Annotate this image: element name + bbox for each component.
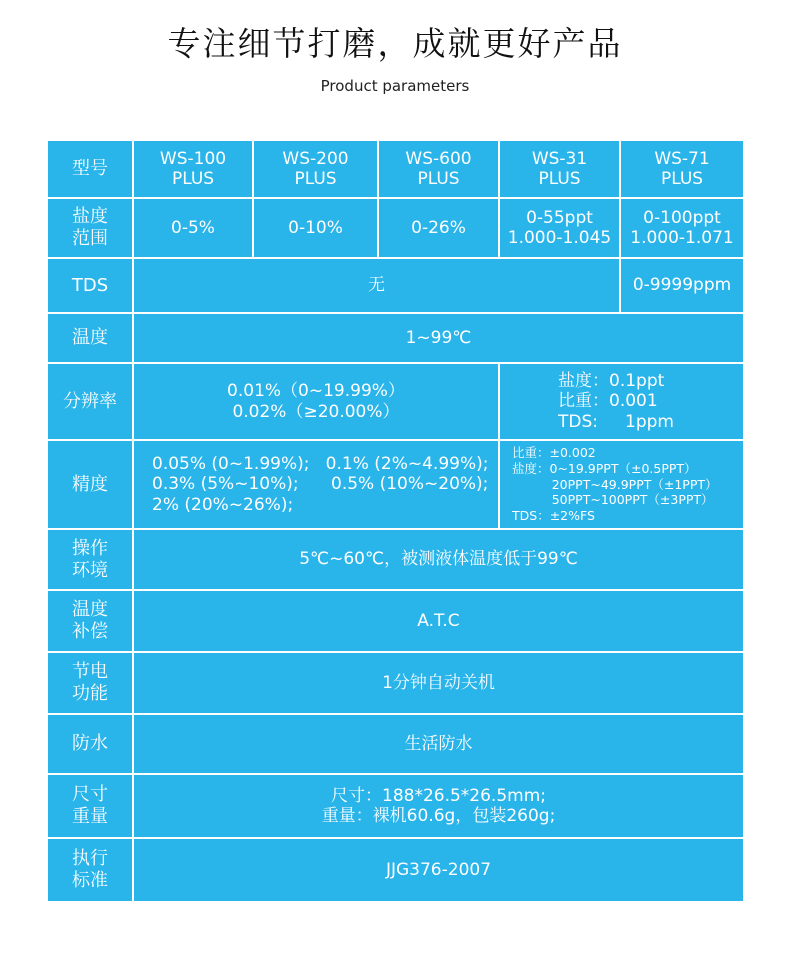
label-tds: TDS <box>47 258 133 313</box>
cell-resolution-salinity: 0.01%（0~19.99%） 0.02%（≥20.00%） <box>133 363 499 440</box>
row-waterproof <box>47 714 744 774</box>
row-accuracy <box>47 440 744 529</box>
cell-tds-ws71: 0-9999ppm <box>620 258 744 313</box>
row-resolution <box>47 363 744 440</box>
page-title: 专注细节打磨，成就更好产品 <box>167 24 623 63</box>
spec-table <box>46 139 745 903</box>
row-standard <box>47 838 744 902</box>
row-power-saving <box>47 652 744 714</box>
label-waterproof: 防水 <box>47 714 133 774</box>
cell-accuracy-salinity: 0.05% (0~1.99%); 0.1% (2%~4.99%); 0.3% (5%~10%); 0.5% (10%~20%); 2% (20%~26%); <box>133 440 499 529</box>
cell-power-saving: 1分钟自动关机 <box>133 652 744 714</box>
label-operating-environment: 操作 环境 <box>47 529 133 590</box>
cell-accuracy-ws31-ws71: 比重：±0.002 盐度：0~19.9PPT（±0.5PPT） 20PPT~49.9PPT（±1PPT） 50PPT~100PPT（±3PPT） TDS：±2%FS <box>499 440 744 529</box>
row-size-weight <box>47 774 744 838</box>
label-resolution: 分辨率 <box>47 363 133 440</box>
cell-salinity-ws200: 0-10% <box>253 198 378 258</box>
cell-operating-environment: 5℃~60℃，被测液体温度低于99℃ <box>133 529 744 590</box>
cell-standard: JJG376-2007 <box>133 838 744 902</box>
cell-salinity-ws100: 0-5% <box>133 198 253 258</box>
cell-salinity-ws31: 0-55ppt 1.000-1.045 <box>499 198 620 258</box>
row-temperature <box>47 313 744 363</box>
cell-model-ws100: WS-100 PLUS <box>133 140 253 198</box>
label-temperature: 温度 <box>47 313 133 363</box>
cell-salinity-ws71: 0-100ppt 1.000-1.071 <box>620 198 744 258</box>
row-tds <box>47 258 744 313</box>
cell-model-ws31: WS-31 PLUS <box>499 140 620 198</box>
label-power-saving: 节电 功能 <box>47 652 133 714</box>
cell-model-ws71: WS-71 PLUS <box>620 140 744 198</box>
cell-resolution-ws31-ws71: 盐度：0.1ppt 比重：0.001 TDS: 1ppm <box>499 363 744 440</box>
page-subtitle: Product parameters <box>320 77 470 95</box>
cell-waterproof: 生活防水 <box>133 714 744 774</box>
label-accuracy: 精度 <box>47 440 133 529</box>
cell-model-ws200: WS-200 PLUS <box>253 140 378 198</box>
label-size-weight: 尺寸 重量 <box>47 774 133 838</box>
row-model <box>47 140 744 198</box>
cell-size-weight: 尺寸：188*26.5*26.5mm; 重量：裸机60.6g，包装260g; <box>133 774 744 838</box>
row-temperature-compensation <box>47 590 744 652</box>
cell-salinity-ws600: 0-26% <box>378 198 499 258</box>
cell-tds-main: 无 <box>133 258 620 313</box>
label-model: 型号 <box>47 140 133 198</box>
label-salinity: 盐度 范围 <box>47 198 133 258</box>
cell-temperature-compensation: A.T.C <box>133 590 744 652</box>
label-standard: 执行 标准 <box>47 838 133 902</box>
label-temperature-compensation: 温度 补偿 <box>47 590 133 652</box>
row-operating-environment <box>47 529 744 590</box>
row-salinity <box>47 198 744 258</box>
cell-temperature: 1~99℃ <box>133 313 744 363</box>
cell-model-ws600: WS-600 PLUS <box>378 140 499 198</box>
